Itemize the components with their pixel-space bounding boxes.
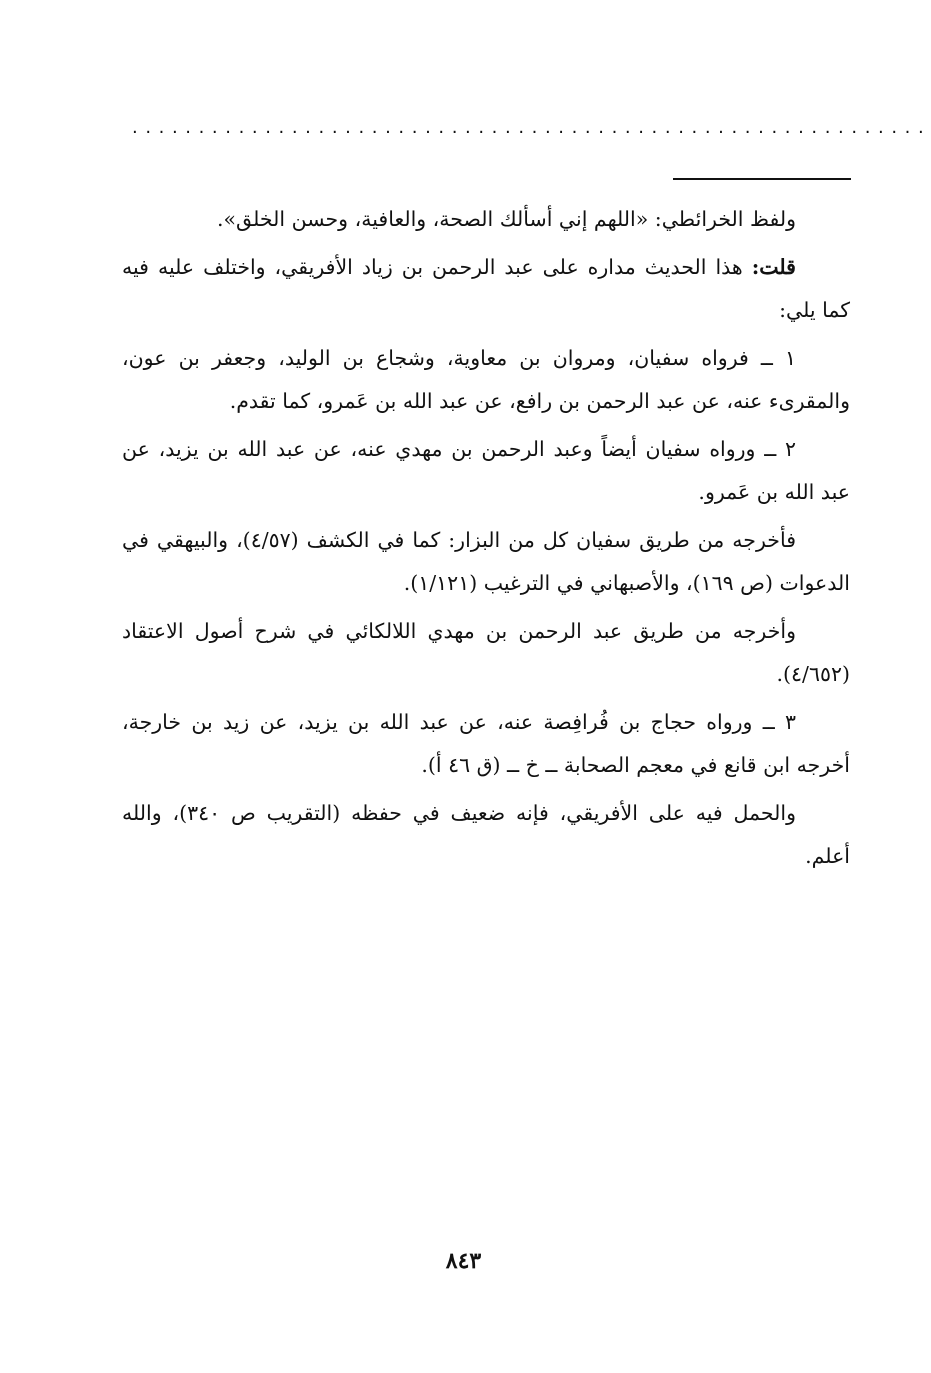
paragraph-text: ٣ ــ ورواه حجاج بن فُرافِصة عنه، عن عبد الله بن يزيد، عن زيد بن خارجة، أخرجه ابن قانع في معجم الصحابة ــ خ ــ (ق ٤٦ أ). bbox=[122, 709, 850, 777]
paragraph-text: ١ ــ فرواه سفيان، ومروان بن معاوية، وشجاع بن الوليد، وجعفر بن عون، والمقرىء عنه، عن عبد الرحمن بن رافع، عن عبد الله بن عَمرو، كما تقدم. bbox=[122, 345, 850, 413]
paragraph-takhrij-sufyan bbox=[122, 519, 850, 606]
paragraph-khara-iti-wording bbox=[122, 198, 850, 242]
paragraph-text: وأخرجه من طريق عبد الرحمن بن مهدي اللالكائي في شرح أصول الاعتقاد (٤/٦٥٢). bbox=[122, 618, 850, 686]
paragraph-takhrij-ibn-mahdi bbox=[122, 610, 850, 697]
paragraph-text: ٢ ــ ورواه سفيان أيضاً وعبد الرحمن بن مهدي عنه، عن عبد الله بن يزيد، عن عبد الله بن عَمرو. bbox=[122, 436, 850, 504]
paragraph-narration-2 bbox=[122, 428, 850, 515]
paragraph-conclusion bbox=[122, 792, 850, 879]
paragraph-text: والحمل فيه على الأفريقي، فإنه ضعيف في حفظه (التقريب ص ٣٤٠)، والله أعلم. bbox=[122, 800, 850, 868]
paragraph-lead: قلت: bbox=[751, 254, 796, 279]
paragraph-qultu bbox=[122, 246, 850, 333]
paragraph-text: فأخرجه من طريق سفيان كل من البزار: كما في الكشف (٤/٥٧)، والبيهقي في الدعوات (ص ١٦٩)، والأصبهاني في الترغيب (١/١٢١). bbox=[122, 527, 850, 595]
dotted-separator: ............................................................ bbox=[132, 117, 931, 138]
paragraph-narration-1 bbox=[122, 337, 850, 424]
paragraph-narration-3 bbox=[122, 701, 850, 788]
body-text bbox=[122, 198, 850, 883]
footnote-rule bbox=[673, 178, 851, 180]
page-number: ٨٤٣ bbox=[445, 1248, 482, 1274]
paragraph-text: هذا الحديث مداره على عبد الرحمن بن زياد الأفريقي، واختلف عليه فيه كما يلي: bbox=[122, 254, 850, 322]
paragraph-text: ولفظ الخرائطي: «اللهم إني أسألك الصحة، والعافية، وحسن الخلق». bbox=[216, 207, 796, 231]
